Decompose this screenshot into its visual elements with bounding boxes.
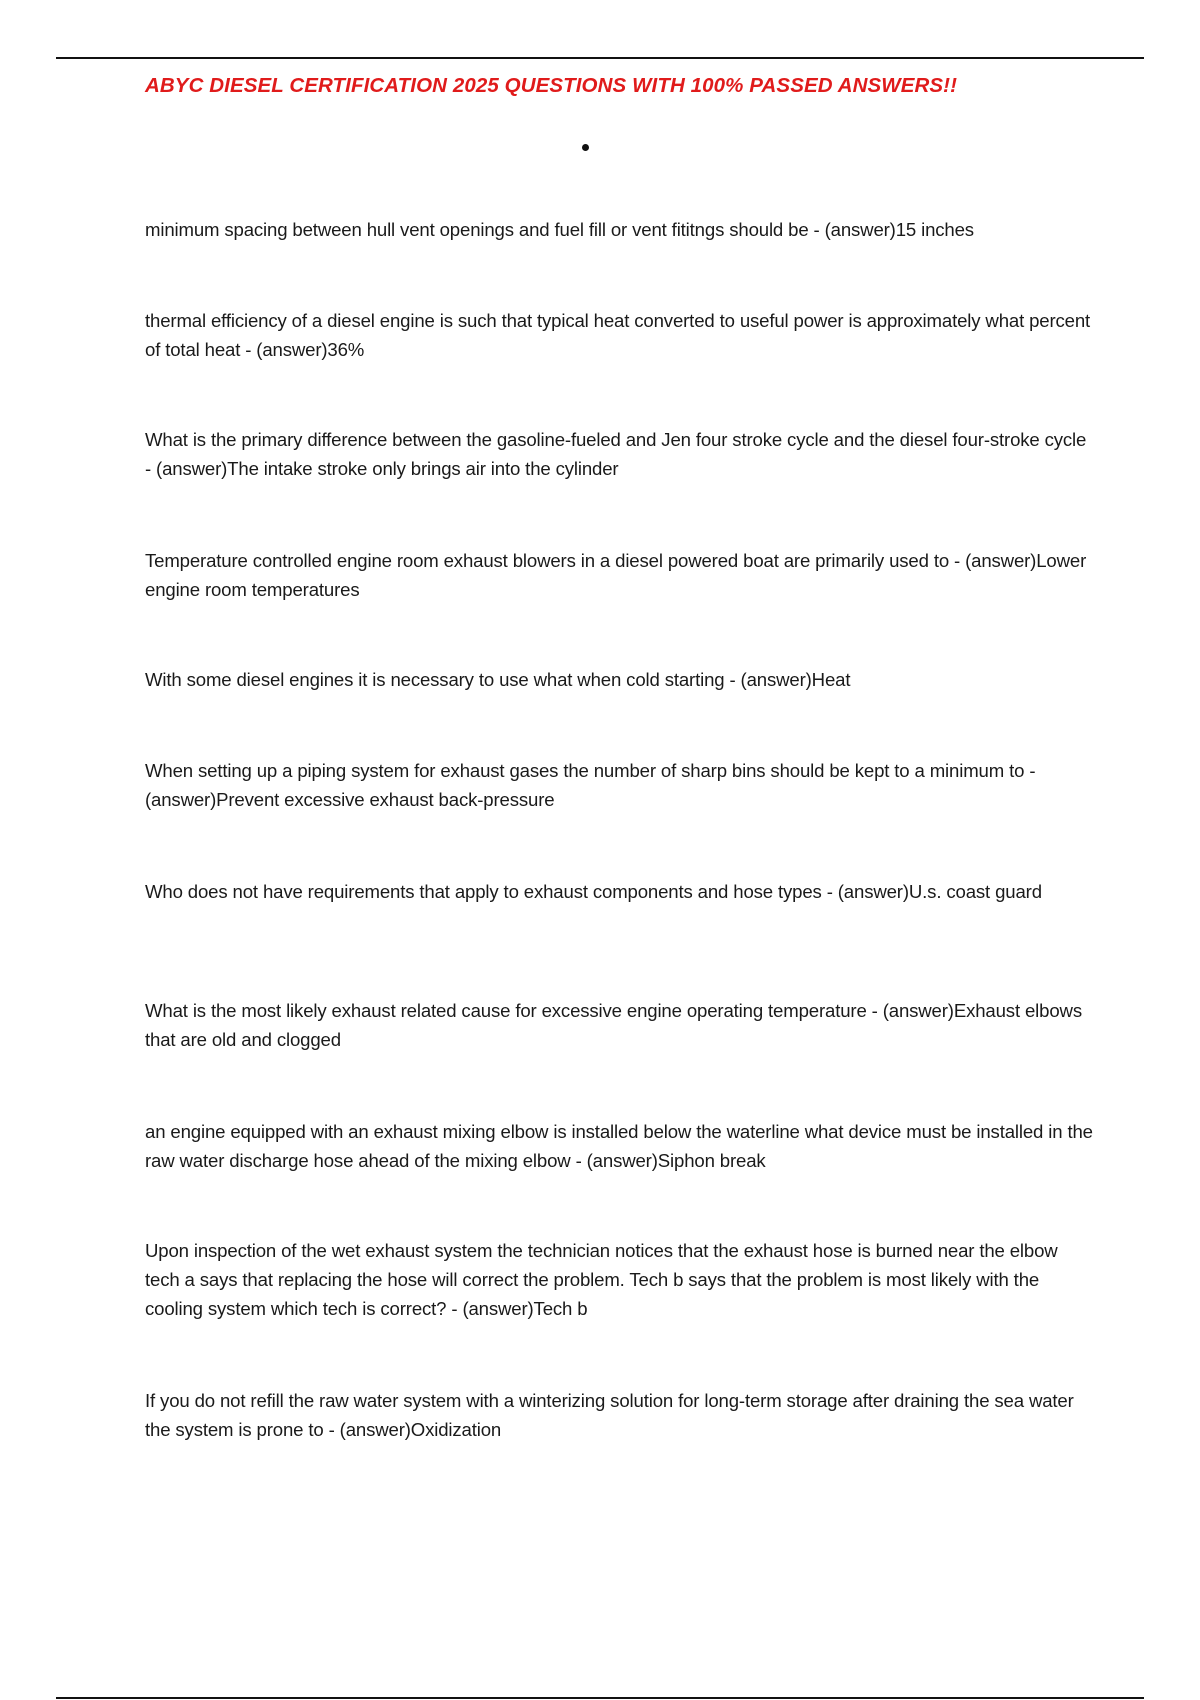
qa-item: Temperature controlled engine room exhaust blowers in a diesel powered boat are primarily used to - (answer)Lower engine room temperatures [145,550,1087,600]
document-title: ABYC DIESEL CERTIFICATION 2025 QUESTIONS WITH 100% PASSED ANSWERS!! [145,74,958,97]
qa-item: an engine equipped with an exhaust mixing elbow is installed below the waterline what device must be installed in the raw water discharge hose ahead of the mixing elbow - (answer)Siphon break [145,1121,1093,1171]
qa-item: What is the most likely exhaust related cause for excessive engine operating temperature - (answer)Exhaust elbows that are old and clogged [145,1000,1082,1050]
qa-item: If you do not refill the raw water system with a winterizing solution for long-term storage after draining the sea water the system is prone to - (answer)Oxidization [145,1390,1074,1440]
qa-item: minimum spacing between hull vent openings and fuel fill or vent fititngs should be - (answer)15 inches [145,219,974,240]
qa-item: Who does not have requirements that apply to exhaust components and hose types - (answer)U.s. coast guard [145,881,1042,902]
bottom-rule [56,1697,1144,1699]
qa-item: Upon inspection of the wet exhaust system the technician notices that the exhaust hose is burned near the elbow tech a says that replacing the hose will correct the problem. Tech b says that the problem is most likely with the cooling system which tech is correct? - (answer)Tech b [145,1240,1058,1319]
top-rule [56,57,1144,59]
qa-item: What is the primary difference between the gasoline-fueled and Jen four stroke cycle and the diesel four-stroke cycle - (answer)The intake stroke only brings air into the cylinder [145,429,1087,479]
qa-item: When setting up a piping system for exhaust gases the number of sharp bins should be kept to a minimum to - (answer)Prevent excessive exhaust back-pressure [145,760,1036,810]
qa-item: thermal efficiency of a diesel engine is such that typical heat converted to useful power is approximately what percent of total heat - (answer)36% [145,310,1091,360]
qa-item: With some diesel engines it is necessary to use what when cold starting - (answer)Heat [145,669,851,690]
bullet-icon [582,144,589,151]
